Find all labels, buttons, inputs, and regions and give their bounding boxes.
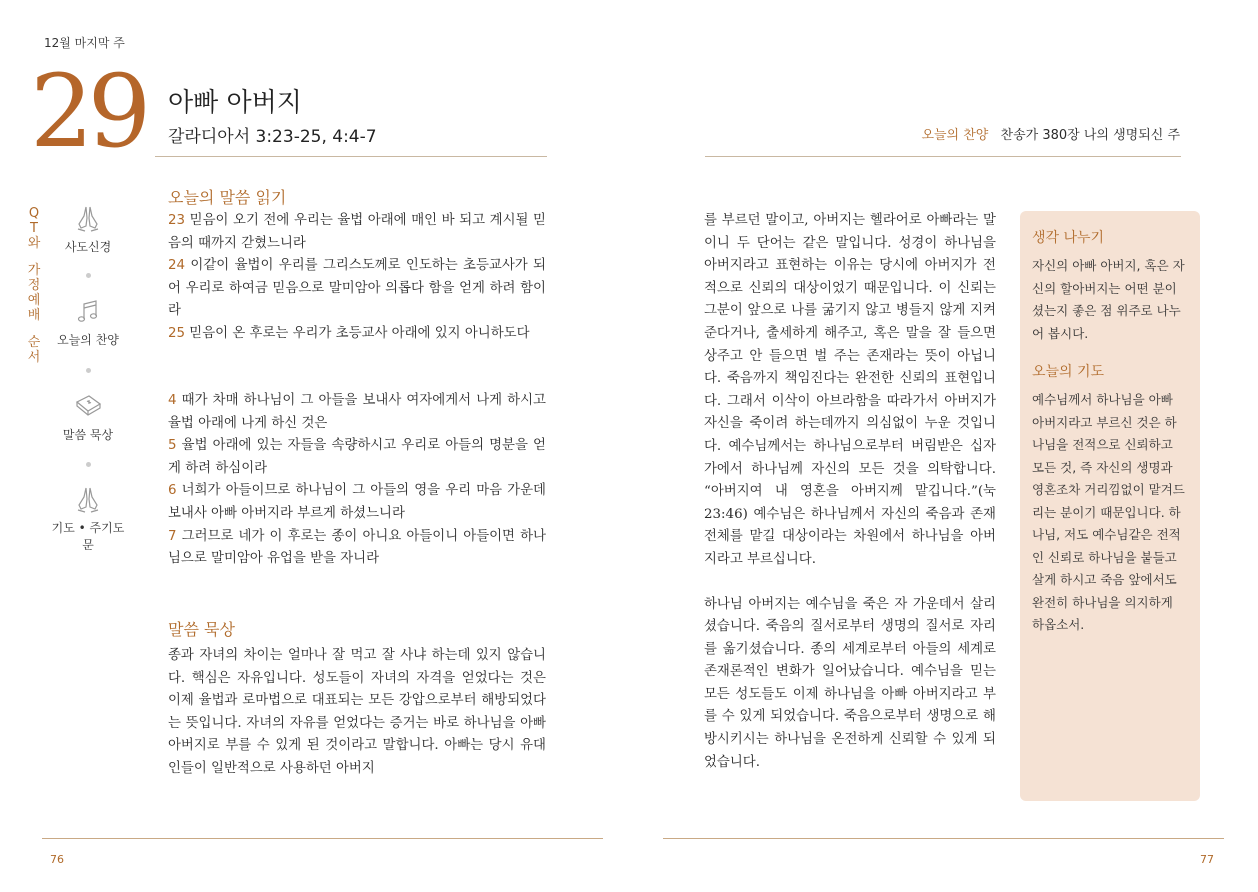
nav-label: 말씀 묵상 [62,428,114,442]
hymn-label: 오늘의 찬양 [921,128,989,143]
vertical-char: 배 [27,308,41,323]
today-hymn [921,124,1180,143]
header-divider-right [705,156,1181,157]
page-number-right: 77 [1200,853,1214,866]
scripture-passage-b [168,390,546,571]
share-text: 자신의 아빠 아버지, 혹은 자신의 할아버지는 어떤 분이셨는지 좋은 점 위주로 나누어 봅시다. [1032,258,1185,341]
verse-number: 25 [168,325,186,341]
nav-today-hymn [48,297,128,348]
vertical-char: 정 [27,278,41,293]
music-note-icon [73,297,103,327]
verse [168,526,546,571]
vertical-char: 서 [27,350,41,365]
meditation-heading: 말씀 묵상 [168,620,235,639]
meditation-intro: 종과 자녀의 차이는 얼마나 잘 먹고 잘 사냐 하는데 있지 않습니다. 핵심은 자유입니다. 성도들이 자녀의 자격을 얻었다는 것은 이제 율법과 로마법으로 대표되는 모든 강압으로부터 해방되었다는 뜻입니다. 자녀의 자유를 얻었다는 증거는 바로 하나님을 아빠 아버지로 부를 수 있게 된 것이라고 말합니다. 아빠는 당시 유대인들이 일반적으로 사용하던 아버지 [168,648,546,776]
verse-text: 이같이 율법이 우리를 그리스도께로 인도하는 초등교사가 되어 우리로 하여금 믿음으로 말미암아 의롭다 함을 얻게 하려 함이라 [168,258,546,319]
share-heading: 생각 나누기 [1032,230,1105,246]
praying-hands-icon [73,485,103,515]
verse [168,210,546,255]
bible-icon [73,392,103,422]
nav-apostles-creed [48,204,128,255]
vertical-char: 순 [27,335,41,350]
nav-word-meditation [48,392,128,443]
verse-text: 너희가 아들이므로 하나님이 그 아들의 영을 우리 마음 가운데 보내사 아빠 아버지라 부르게 하셨느니라 [168,483,546,521]
page-title: 아빠 아버지 [168,88,302,118]
page-number-left: 76 [50,853,64,866]
vertical-char: Q [28,206,40,221]
meditation-continued [704,210,996,796]
verse [168,255,546,323]
verse-text: 믿음이 온 후로는 우리가 초등교사 아래에 있지 아니하도다 [185,325,530,341]
verse-text: 믿음이 오기 전에 우리는 율법 아래에 매인 바 되고 계시될 믿음의 때까지 갇혔느니라 [168,213,546,251]
verse-number: 7 [168,528,177,544]
verse-number: 23 [168,213,186,228]
scripture-reference: 갈라디아서 3:23-25, 4:4-7 [168,127,377,147]
footer-divider-left [42,838,603,839]
nav-prayer-lords-prayer [48,485,128,553]
reading-heading: 오늘의 말씀 읽기 [168,188,287,207]
verse-number: 24 [168,258,186,274]
verse-number: 5 [168,438,177,454]
nav-label: 오늘의 찬양 [57,333,119,347]
verse-text: 율법 아래에 있는 자들을 속량하시고 우리로 아들의 명분을 얻게 하려 하심이라 [168,438,546,476]
nav-label: 기도 • 주기도문 [51,521,125,552]
verse [168,480,546,525]
week-label: 12월 마지막 주 [44,36,125,50]
verse-text: 그러므로 네가 이 후로는 종이 아니요 아들이니 아들이면 하나님으로 말미암아 유업을 받을 자니라 [168,528,546,567]
hymn-title: 찬송가 380장 나의 생명되신 주 [1000,128,1180,143]
footer-divider-right [663,838,1224,839]
scripture-passage-a [168,210,546,346]
qt-worship-order-label [26,206,42,365]
prayer-heading: 오늘의 기도 [1032,364,1105,380]
verse [168,435,546,480]
share-prayer-box [1020,211,1200,801]
vertical-char: T [30,221,38,236]
header-divider-left [155,156,547,157]
nav-separator-dot [86,273,91,278]
nav-label: 사도신경 [64,240,112,254]
verse [168,390,546,435]
prayer-text: 예수님께서 하나님을 아빠 아버지라고 부르신 것은 하나님을 전적으로 신뢰하고 모든 것, 즉 자신의 생명과 영혼조차 거리낌없이 맡겨드리는 분이기 때문입니다. 하나님, 저도 예수님같은 전적인 신뢰로 하나님을 붙들고 살게 하시고 죽음 앞에서도 완전히 하나님을 의지하게 하옵소서. [1032,392,1185,632]
verse [168,323,546,346]
verse-number: 6 [168,483,177,499]
meditation-paragraph: 를 부르던 말이고, 아버지는 헬라어로 아빠라는 말이니 두 단어는 같은 말입니다. 성경이 하나님을 아버지라고 표현하는 이유는 당시에 아버지가 전적으로 신뢰의 대상이었기 때문입니다. 이 신뢰는 그분이 앞으로 나를 굶기지 않고 병들지 않게 지켜준다거나, 출세하게 해주고, 혹은 말을 잘 들으면 상주고 안 들으면 벌 주는 존재라는 뜻이 아닙니다. 죽음까지 책임진다는 완전한 신뢰의 표현입니다. 그래서 이삭이 아브라함을 따라가서 아버지가 자신을 죽이려 하는데까지 의심없이 누운 것입니다. 예수님께서는 하나님으로부터 버림받은 십자가에서 하나님께 자신의 모든 것을 의탁합니다. “아버지여 내 영혼을 아버지께 맡깁니다.”(눅 23:46) 예수님은 하나님께서 자신의 죽음과 존재 전체를 맡길 대상이라는 차원에서 하나님을 아버지라고 부르십니다. [704,213,996,567]
meditation-paragraph: 하나님 아버지는 예수님을 죽은 자 가운데서 살리셨습니다. 죽음의 질서로부터 생명의 질서로 자리를 옮기셨습니다. 종의 세계로부터 아들의 세계로 존재론적인 변화가 일어났습니다. 예수님을 믿는 모든 성도들도 이제 하나님을 아빠 아버지라고 부를 수 있게 되었습니다. 죽음으로부터 생명으로 해방시키시는 하나님을 온전하게 신뢰할 수 있게 되었습니다. [704,596,996,770]
nav-separator-dot [86,462,91,467]
praying-hands-icon [73,204,103,234]
vertical-char: 예 [27,293,41,308]
day-number: 29 [30,53,146,170]
verse-number: 4 [168,393,177,408]
vertical-char: 와 [27,236,41,251]
verse-text: 때가 차매 하나님이 그 아들을 보내사 여자에게서 나게 하시고 율법 아래에 나게 하신 것은 [168,393,546,431]
vertical-char: 가 [27,263,41,278]
nav-separator-dot [86,368,91,373]
